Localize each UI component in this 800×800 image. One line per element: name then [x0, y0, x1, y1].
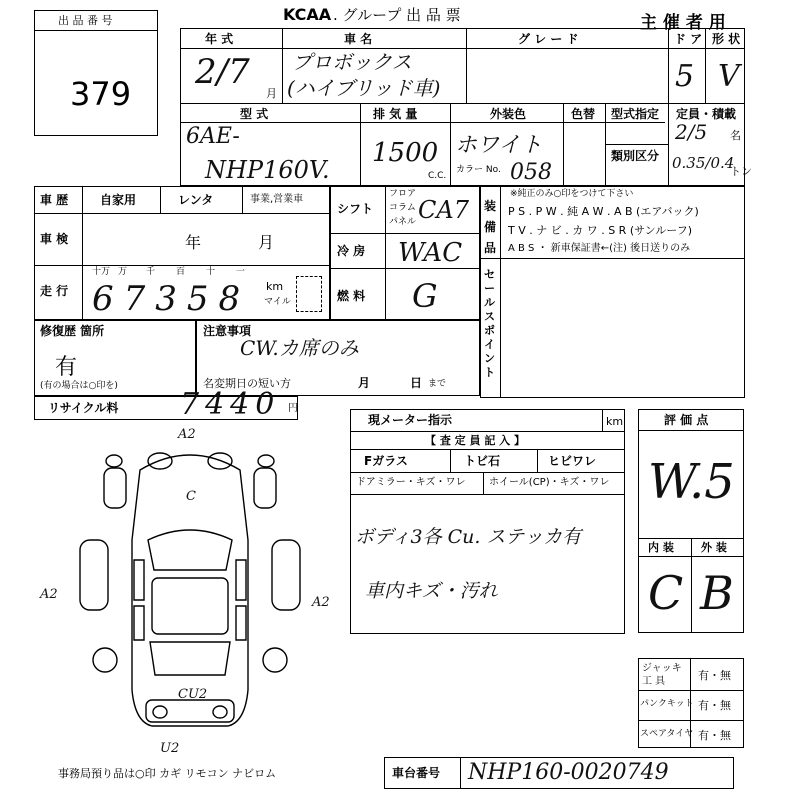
mileage-digit-label: 百	[176, 267, 186, 277]
inspector-header: 【 査 定 員 記 入 】	[425, 434, 525, 447]
name-value: プロボックス	[292, 50, 412, 74]
capacity-unit: 名	[730, 129, 741, 142]
color-no-label: カラー No.	[456, 165, 501, 175]
color-label: 外装色	[490, 107, 527, 121]
mileage-digit-label: 十万	[92, 267, 111, 277]
meter-unit: km	[606, 415, 624, 428]
chip-label: トビ石	[464, 454, 501, 468]
designation-label: 型式指定	[611, 107, 660, 121]
body-label: 形 状	[712, 32, 741, 46]
puncture-option[interactable]: 有・無	[698, 699, 731, 712]
shift-panel: パネル	[389, 217, 417, 227]
inspection-year: 年	[185, 233, 202, 252]
group-title: . グループ 出 品 票	[333, 6, 461, 24]
load-unit: トン	[730, 165, 752, 178]
ac-label: 冷 房	[337, 244, 366, 258]
diagram-mark: CU2	[178, 687, 208, 702]
jack-label: ジャッキ 工 具	[642, 663, 682, 687]
name-value-2: (ハイブリッド車)	[287, 76, 441, 100]
lot-number: 379	[70, 75, 132, 113]
year-value: 2/7	[195, 52, 250, 92]
rating-label: 評 価 点	[664, 413, 709, 427]
change-suffix: まで	[428, 379, 447, 389]
mileage-value: 67358	[92, 279, 251, 319]
inspection-month: 月	[258, 233, 275, 252]
mileage-digit-label: 万	[118, 267, 128, 277]
mile-label: マイル	[264, 297, 291, 307]
year-label: 年 式	[205, 32, 234, 46]
equipment-row-3: A B S ・ 新車保証書←(注) 後日送りのみ	[508, 243, 691, 254]
repair-note: (有の場合は○印を)	[40, 381, 118, 391]
logo: KCAA	[283, 5, 332, 24]
exterior-value: B	[700, 566, 734, 620]
recycle-value: 7440	[180, 387, 281, 422]
inspection-label: 車 検	[40, 232, 69, 246]
crack-label: ヒビワレ	[548, 454, 597, 468]
doors-value: 5	[675, 59, 695, 94]
rating-score: W.5	[648, 454, 735, 510]
shift-label: シフト	[337, 202, 374, 216]
diagram-mark: C	[186, 489, 196, 504]
interior-value: C	[648, 566, 684, 620]
diagram-mark: A2	[178, 427, 196, 442]
history-rental: レンタ	[178, 193, 214, 207]
classification-label: 類別区分	[611, 149, 660, 163]
mirror-label: ドアミラー・キズ・ワレ	[356, 477, 466, 488]
equipment-label: 装備品	[484, 199, 497, 255]
model-label: 型 式	[240, 107, 269, 121]
jack-option[interactable]: 有・無	[698, 669, 731, 682]
model-value-1: 6AE-	[186, 124, 240, 149]
equipment-row-2: T V . ナ ビ . カ ワ . S R (サンルーフ)	[508, 224, 693, 237]
mileage-digit-label: 千	[146, 267, 156, 277]
displacement-unit: C.C.	[428, 171, 447, 181]
sale-point-label: セールスポイント	[484, 268, 495, 379]
equipment-row-1: P S . P W . 純 A W . A B (エアバック)	[508, 205, 699, 218]
ac-value: WAC	[398, 238, 463, 268]
chassis-label: 車台番号	[392, 766, 441, 780]
puncture-label: パンクキット	[640, 699, 694, 709]
repaint-label: 色替	[571, 107, 596, 121]
displacement-value: 1500	[372, 138, 439, 168]
interior-label: 内 装	[648, 541, 674, 554]
capacity-value: 2/5	[675, 120, 708, 144]
doors-label: ド ア	[674, 32, 703, 46]
fuel-value: G	[412, 277, 438, 315]
wheel-label: ホイール(CP)・キズ・ワレ	[489, 477, 610, 488]
shift-floor: フロア	[389, 189, 417, 199]
meter-label: 現メーター指示	[368, 413, 453, 427]
equipment-note: ※純正のみ○印をつけて下さい	[510, 189, 634, 199]
history-private: 自家用	[100, 193, 137, 207]
history-label: 車 歴	[40, 193, 69, 207]
shift-value: CA7	[418, 196, 469, 224]
color-value: ホワイト	[455, 133, 543, 158]
host-label: 主 催 者 用	[640, 13, 726, 33]
history-business: 事業,営業車	[250, 194, 304, 205]
repair-label: 修復歴 箇所	[40, 324, 105, 338]
inspector-comment-1: ボディ3各 Cu. ステッカ有	[355, 526, 582, 548]
mileage-label: 走 行	[40, 284, 69, 298]
load-value: 0.35/0.4	[672, 154, 735, 172]
notes-label: 注意事項	[203, 324, 252, 338]
repair-value: 有	[55, 355, 78, 380]
fuel-label: 燃 料	[337, 289, 366, 303]
change-label: 名変期日の短い方	[203, 377, 291, 390]
year-unit: 月	[266, 87, 277, 100]
lot-label: 出 品 番 号	[58, 14, 113, 27]
spare-option[interactable]: 有・無	[698, 729, 731, 742]
chassis-value: NHP160-0020749	[468, 760, 669, 785]
col-divider	[460, 757, 461, 789]
km-label: km	[266, 280, 284, 293]
grade-label: グ レ ー ド	[518, 32, 579, 46]
shift-column: コラム	[389, 203, 416, 213]
mileage-digit-label: 一	[236, 267, 246, 277]
spare-label: スペアタイヤ	[640, 729, 694, 739]
exterior-label: 外 装	[701, 541, 727, 554]
color-no-value: 058	[510, 160, 552, 185]
diagram-mark: A2	[40, 587, 58, 602]
inspector-comment-2: 車内キズ・汚れ	[365, 580, 498, 602]
notes-value: CW.カ席のみ	[240, 336, 359, 360]
change-month: 月	[358, 376, 371, 390]
glass-label: Fガラス	[364, 454, 408, 468]
model-value-2: NHP160V.	[205, 156, 330, 184]
recycle-unit: 円	[288, 403, 298, 414]
diagram-mark: U2	[160, 741, 180, 756]
diagram-mark: A2	[312, 595, 330, 610]
body-value: V	[718, 59, 740, 94]
change-day: 日	[410, 376, 423, 390]
name-label: 車 名	[344, 32, 373, 46]
capacity-label: 定員・積載	[676, 107, 737, 121]
mileage-digit-label: 十	[206, 267, 216, 277]
recycle-label: リサイクル料	[48, 401, 119, 415]
displacement-label: 排 気 量	[373, 107, 418, 121]
diagram-footer: 事務局預り品は○印 カギ リモコン ナビロム	[58, 767, 277, 780]
